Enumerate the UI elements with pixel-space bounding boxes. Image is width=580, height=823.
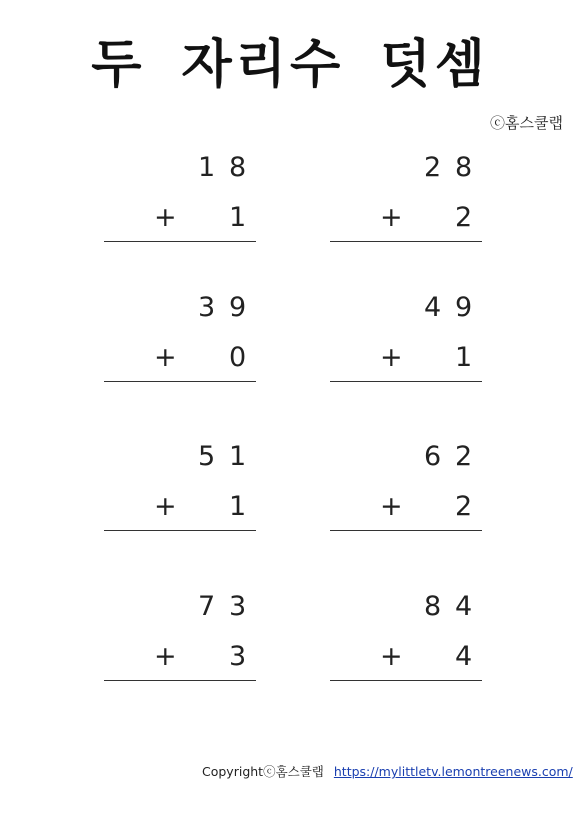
plus-sign: +	[380, 491, 403, 522]
first-number-tens: 5	[198, 441, 216, 472]
answer-line	[104, 530, 256, 531]
footer-copyright: Copyrightⓒ홈스쿨랩	[202, 764, 324, 779]
plus-sign: +	[154, 491, 177, 522]
problem-6	[330, 442, 482, 542]
second-number: 0	[229, 342, 247, 373]
first-number-tens: 1	[198, 152, 216, 183]
plus-sign: +	[154, 202, 177, 233]
second-number: 1	[229, 491, 247, 522]
problem-5	[104, 442, 256, 542]
first-number-ones: 4	[455, 591, 473, 622]
plus-sign: +	[154, 641, 177, 672]
answer-line	[104, 241, 256, 242]
answer-line	[330, 381, 482, 382]
second-number: 1	[455, 342, 473, 373]
answer-line	[104, 680, 256, 681]
plus-sign: +	[154, 342, 177, 373]
answer-line	[330, 680, 482, 681]
first-number-tens: 7	[198, 591, 216, 622]
plus-sign: +	[380, 641, 403, 672]
first-number-tens: 6	[424, 441, 442, 472]
first-number-tens: 4	[424, 292, 442, 323]
problem-7	[104, 592, 256, 692]
second-number: 2	[455, 491, 473, 522]
problem-8	[330, 592, 482, 692]
worksheet-title: 두 자리수 덧셈	[91, 35, 489, 95]
first-number-tens: 2	[424, 152, 442, 183]
problem-1	[104, 153, 256, 253]
plus-sign: +	[380, 202, 403, 233]
first-number-ones: 8	[455, 152, 473, 183]
first-number-tens: 3	[198, 292, 216, 323]
first-number-ones: 3	[229, 591, 247, 622]
answer-line	[104, 381, 256, 382]
problem-2	[330, 153, 482, 253]
problem-4	[330, 293, 482, 393]
first-number-ones: 8	[229, 152, 247, 183]
first-number-ones: 2	[455, 441, 473, 472]
first-number-ones: 1	[229, 441, 247, 472]
first-number-tens: 8	[424, 591, 442, 622]
second-number: 2	[455, 202, 473, 233]
brand-label: ⓒ홈스쿨랩	[490, 114, 563, 132]
answer-line	[330, 530, 482, 531]
second-number: 1	[229, 202, 247, 233]
second-number: 3	[229, 641, 247, 672]
footer-link[interactable]: https://mylittletv.lemontreenews.com/	[333, 764, 573, 779]
second-number: 4	[455, 641, 473, 672]
answer-line	[330, 241, 482, 242]
plus-sign: +	[380, 342, 403, 373]
first-number-ones: 9	[455, 292, 473, 323]
problem-3	[104, 293, 256, 393]
footer	[202, 762, 573, 780]
first-number-ones: 9	[229, 292, 247, 323]
